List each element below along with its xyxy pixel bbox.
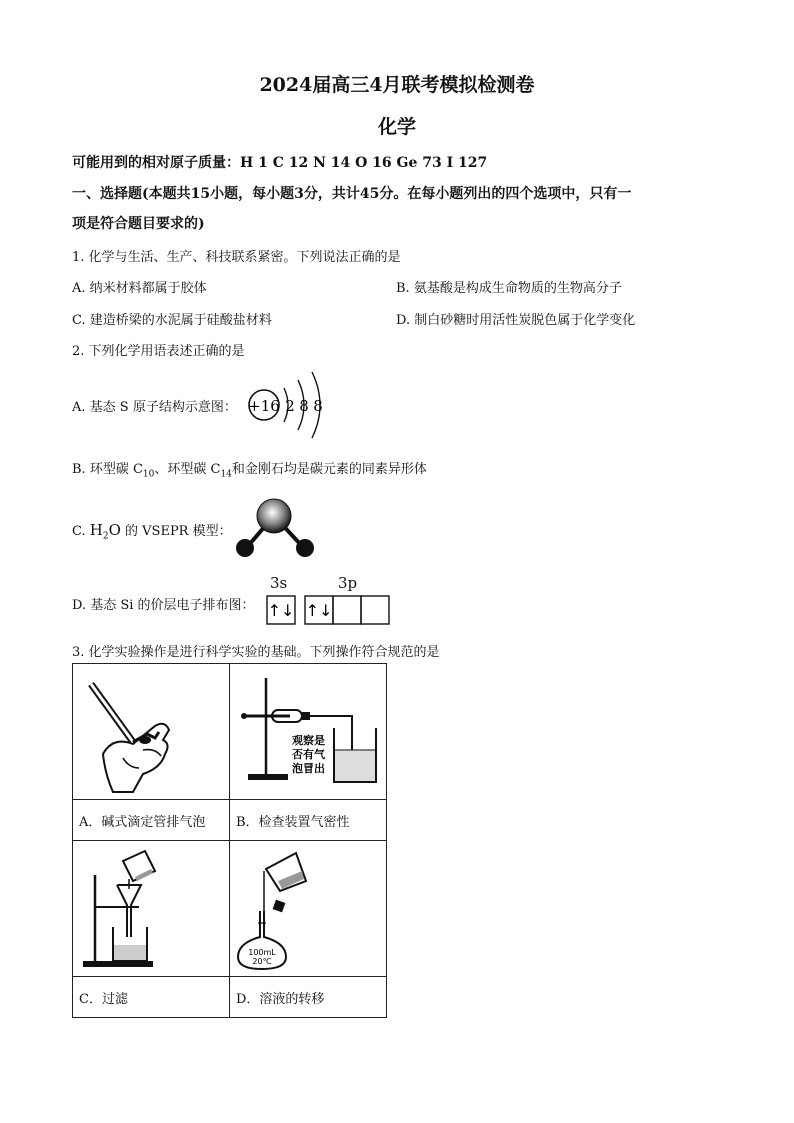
airtight-note-2: 否有气 (292, 748, 325, 761)
q3-stem: 3. 化学实验操作是进行科学实验的基础。下列操作符合规范的是 (72, 645, 440, 660)
q1-option-a: A. 纳米材料都属于胶体 (72, 281, 207, 296)
q3-image-b (230, 664, 387, 800)
vsepr-model-diagram (232, 496, 322, 560)
q2-option-d: D. 基态 Si 的价层电子排布图： (72, 598, 255, 613)
label-3p: 3p (338, 574, 358, 592)
q3-image-d (230, 841, 387, 977)
airtight-note-1: 观察是 (292, 734, 325, 747)
subject-title: 化学 (377, 116, 416, 138)
q3-image-c (73, 841, 230, 977)
q1-option-b: B. 氨基酸是构成生命物质的生物高分子 (396, 281, 622, 296)
atom-structure-diagram (244, 370, 334, 440)
shell-1-electrons: 2 (285, 397, 295, 415)
q2-option-a: A. 基态 S 原子结构示意图： (72, 400, 237, 415)
q3-caption-a: A．碱式滴定管排气泡 (73, 800, 230, 841)
page-title: 2024届高三4月联考模拟检测卷 (259, 74, 535, 96)
nucleus-charge: +16 (248, 397, 280, 415)
q3-caption-c: C．过滤 (73, 977, 230, 1018)
atomic-masses: 可能用到的相对原子质量：H 1 C 12 N 14 O 16 Ge 73 I 127 (72, 155, 488, 171)
orbital-diagram (266, 595, 390, 625)
q2-stem: 2. 下列化学用语表述正确的是 (72, 344, 245, 359)
airtight-note-3: 泡冒出 (292, 762, 325, 775)
q3-image-a (73, 664, 230, 800)
section-heading-line1: 一、选择题(本题共15小题，每小题3分，共计45分。在每小题列出的四个选项中，只有一 (72, 186, 632, 202)
q3-caption-d: D．溶液的转移 (230, 977, 387, 1018)
q1-option-c: C. 建造桥梁的水泥属于硅酸盐材料 (72, 313, 272, 328)
q1-stem: 1. 化学与生活、生产、科技联系紧密。下列说法正确的是 (72, 250, 401, 265)
q3-caption-b: B．检查装置气密性 (230, 800, 387, 841)
section-heading-line2: 项是符合题目要求的) (72, 216, 205, 232)
orbital-3s-arrows: ↑↓ (267, 601, 295, 620)
q1-option-d: D. 制白砂糖时用活性炭脱色属于化学变化 (396, 313, 636, 328)
label-3s: 3s (270, 574, 288, 592)
orbital-3p1-arrows: ↑↓ (305, 601, 333, 620)
q3-options-table (72, 663, 387, 1018)
flask-volume-label: 100mL (248, 948, 276, 957)
q2-option-c: C. $H_2O$ 的 VSEPR 模型： (72, 521, 232, 542)
shell-3-electrons: 8 (313, 397, 323, 415)
flask-temp-label: 20℃ (252, 957, 272, 966)
q2-option-b: B. 环型碳 $C_{10}$、环型碳 $C_{14}$和金刚石均是碳元素的同素异形体 (72, 462, 427, 480)
shell-2-electrons: 8 (299, 397, 309, 415)
